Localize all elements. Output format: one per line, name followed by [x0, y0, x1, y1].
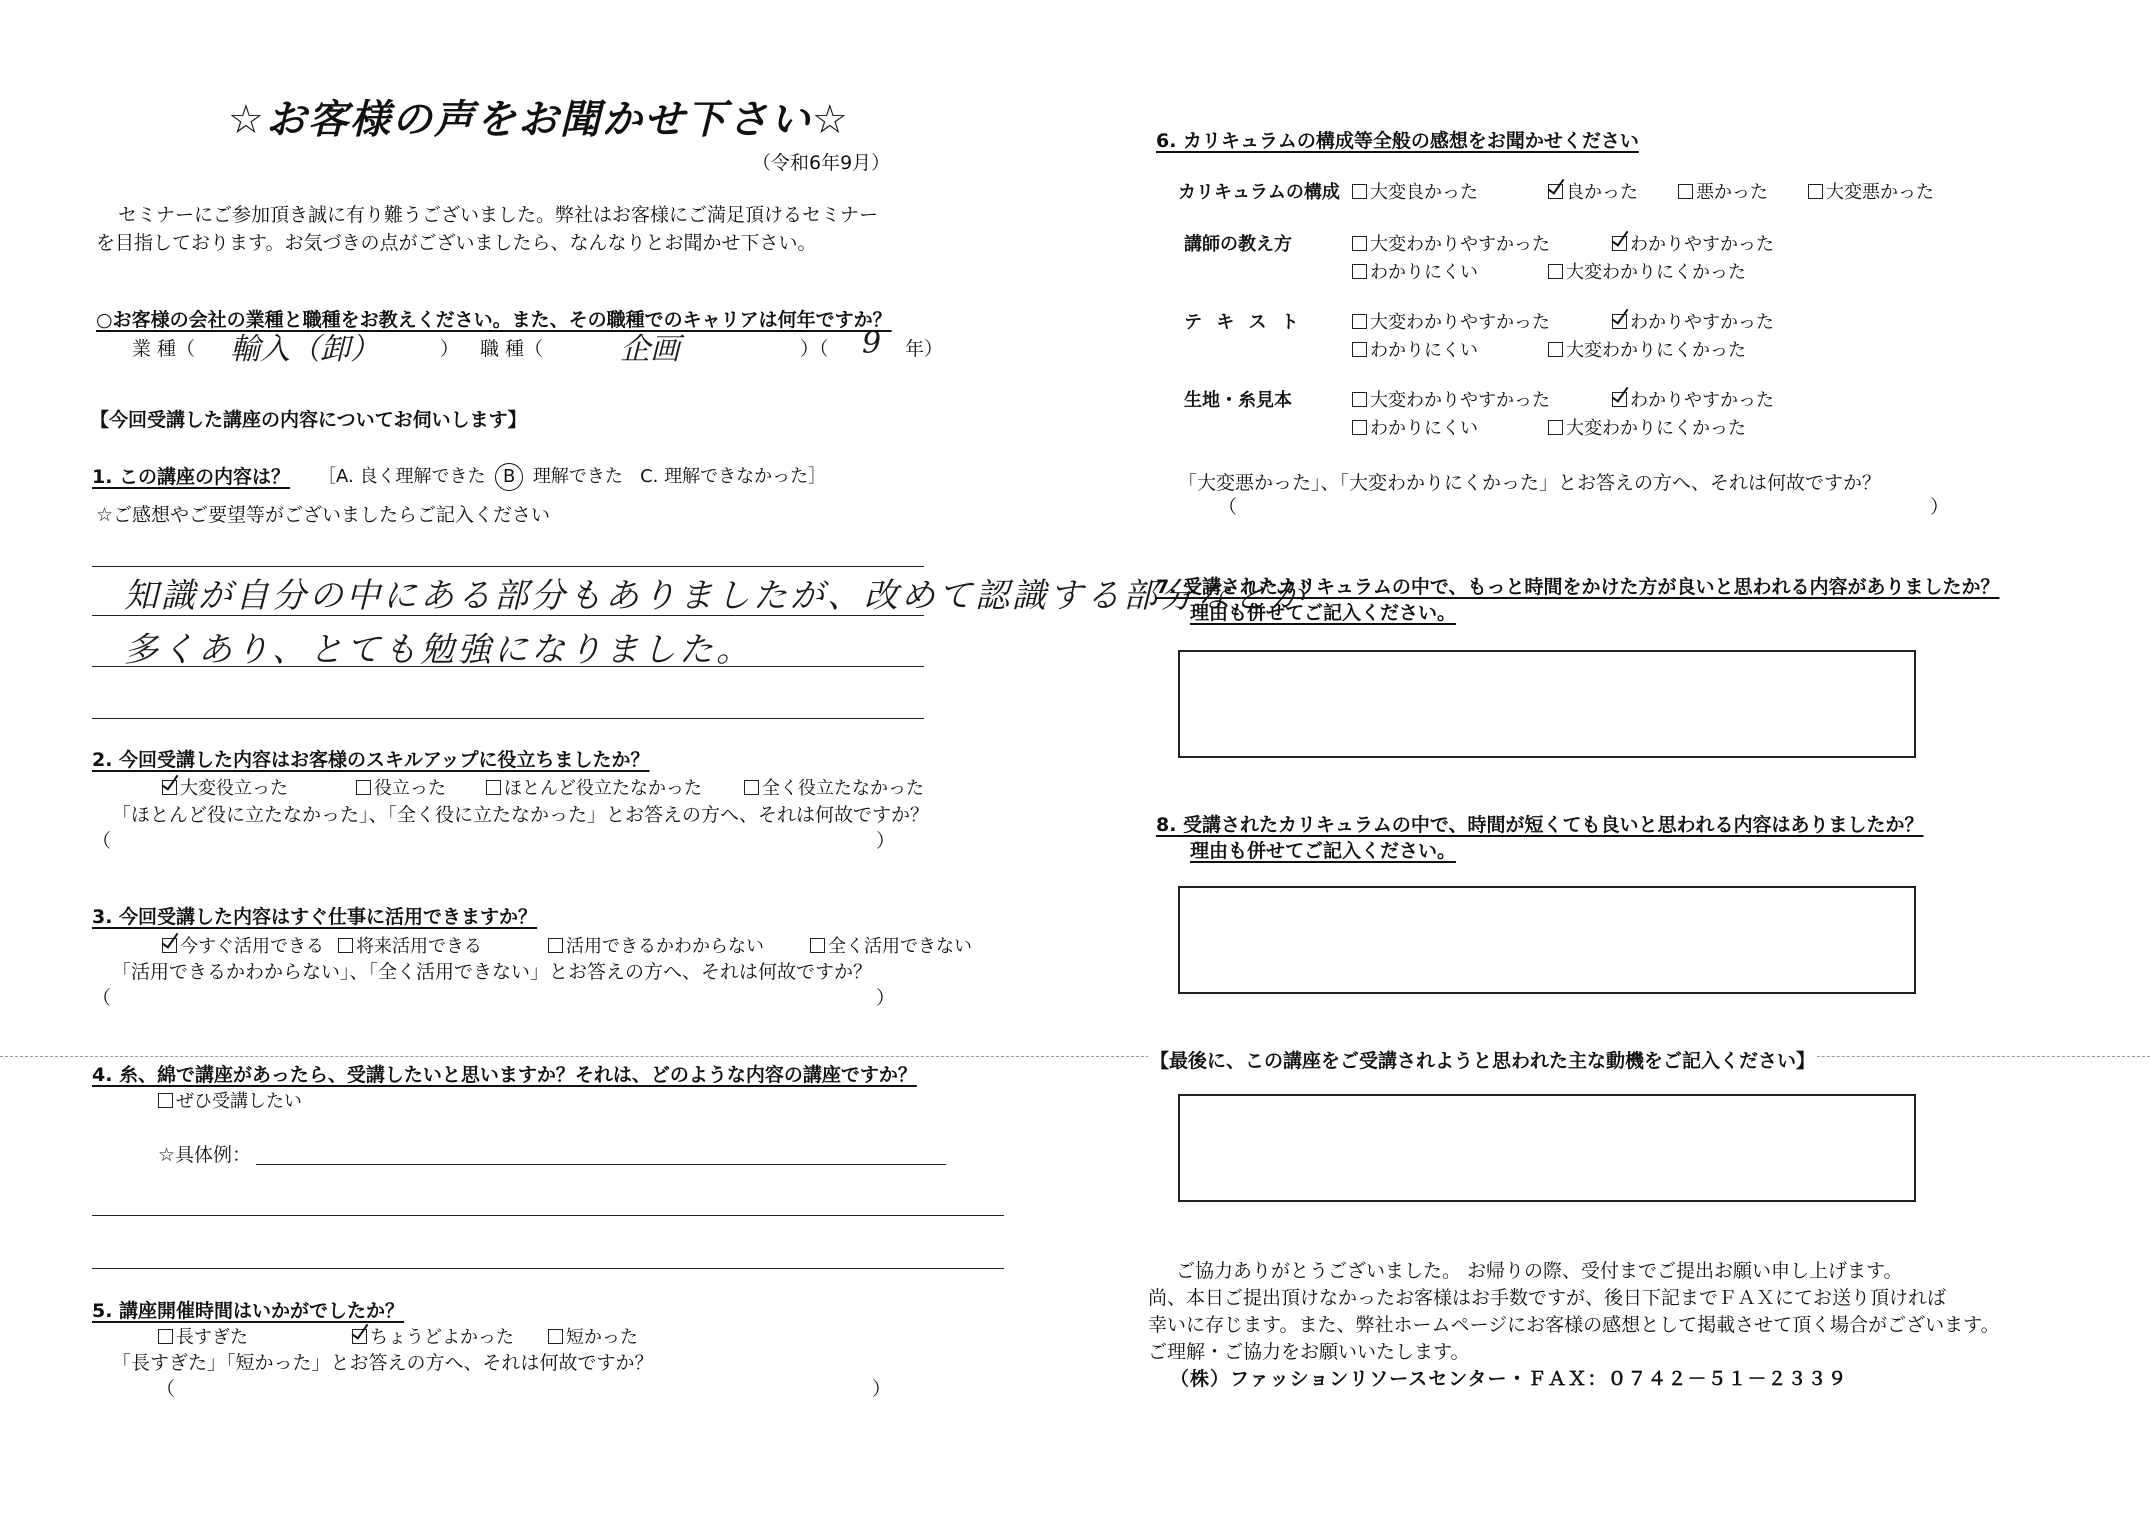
- q6-row4-option-1[interactable]: 大変わかりやすかった: [1352, 386, 1550, 412]
- final-question: 【最後に、この講座をご受講されようと思われた主な動機をご記入ください】: [1148, 1046, 1817, 1073]
- q7-question: 7. 受講されたカリキュラムの中で、もっと時間をかけた方が良いと思われる内容がありましたか？: [1156, 576, 2000, 598]
- q6-followup: 「大変悪かった」、「大変わかりにくかった」とお答えの方へ、それは何故ですか？: [1178, 472, 1882, 494]
- q4-option[interactable]: ぜひ受講したい: [158, 1087, 302, 1113]
- q4-example-line: [256, 1164, 946, 1165]
- checkbox-icon[interactable]: [744, 780, 759, 795]
- checkbox-icon[interactable]: [1548, 420, 1563, 435]
- q5-option-3[interactable]: 短かった: [548, 1323, 638, 1349]
- q1-answer-line-3: [92, 666, 924, 667]
- q1-answer-line-2: [92, 615, 924, 616]
- q2-followup: 「ほとんど役に立たなかった」、「全く役に立たなかった」とお答えの方へ、それは何故ですか？: [112, 804, 930, 826]
- q6-row-label: 講師の教え方: [1184, 234, 1292, 255]
- career-question: ○お客様の会社の業種と職種をお教えください。また、その職種でのキャリアは何年ですか？: [96, 309, 892, 331]
- checkbox-icon[interactable]: [158, 1093, 173, 1108]
- checkbox-icon[interactable]: [1548, 264, 1563, 279]
- q5-paren-close: ）: [872, 1378, 892, 1400]
- checkbox-icon[interactable]: [1808, 184, 1823, 199]
- checkbox-checked-icon[interactable]: [352, 1329, 367, 1344]
- q1-answer-line-1: [92, 566, 924, 567]
- q6-row1-option-3[interactable]: 悪かった: [1678, 178, 1768, 204]
- job-close: ）（: [800, 338, 829, 360]
- closing-line-2: 尚、本日ご提出頂けなかったお客様はお手数ですが、後日下記までＦＡＸにてお送り頂ければ: [1148, 1287, 1947, 1309]
- q1-answer-line-4: [92, 718, 924, 719]
- q3-option-2[interactable]: 将来活用できる: [338, 932, 482, 958]
- issue-date: （令和6年9月）: [752, 152, 891, 174]
- checkbox-checked-icon[interactable]: [1612, 392, 1627, 407]
- q2-option-1[interactable]: 大変役立った: [162, 774, 288, 800]
- q7-subtext: 理由も併せてご記入ください。: [1190, 602, 1457, 624]
- intro-line-2: を目指しております。お気づきの点がございましたら、なんなりとお聞かせ下さい。: [96, 232, 817, 254]
- q5-paren-open: （: [156, 1378, 176, 1400]
- checkbox-icon[interactable]: [1678, 184, 1693, 199]
- q6-row-label: テ キ ス ト: [1184, 312, 1303, 333]
- q6-row3-option-1[interactable]: 大変わかりやすかった: [1352, 308, 1550, 334]
- q5-followup: 「長すぎた」「短かった」とお答えの方へ、それは何故ですか？: [112, 1352, 654, 1374]
- q8-subtext: 理由も併せてご記入ください。: [1190, 840, 1457, 862]
- checkbox-icon[interactable]: [1352, 314, 1367, 329]
- q2-option-4[interactable]: 全く役立たなかった: [744, 774, 924, 800]
- checkbox-checked-icon[interactable]: [1612, 314, 1627, 329]
- q6-paren-close: ）: [1930, 496, 1950, 518]
- q2-question: 2. 今回受講した内容はお客様のスキルアップに役立ちましたか？: [92, 749, 650, 771]
- section-heading: 【今回受講した講座の内容についてお伺いします】: [90, 409, 527, 431]
- q3-paren-open: （: [92, 987, 112, 1009]
- checkbox-icon[interactable]: [158, 1329, 173, 1344]
- checkbox-checked-icon[interactable]: [1548, 184, 1563, 199]
- checkbox-icon[interactable]: [1352, 264, 1367, 279]
- q6-row-label: 生地・糸見本: [1184, 390, 1292, 411]
- checkbox-icon[interactable]: [548, 938, 563, 953]
- q1-options: [318, 462, 826, 491]
- q3-question: 3. 今回受講した内容はすぐ仕事に活用できますか？: [92, 906, 538, 928]
- q4-line-2: [92, 1215, 1004, 1216]
- q6-row2-option-1[interactable]: 大変わかりやすかった: [1352, 230, 1550, 256]
- closing-line-1: ご協力ありがとうございました。 お帰りの際、受付までご提出お願い申し上げます。: [1176, 1260, 1903, 1282]
- fold-divider: [0, 1056, 2150, 1057]
- q2-paren-close: ）: [876, 830, 896, 852]
- q1-answer-text-2[interactable]: 多くあり、とても勉強になりました。: [124, 630, 753, 670]
- years-label: 年）: [905, 338, 944, 360]
- q3-option-1[interactable]: 今すぐ活用できる: [162, 932, 324, 958]
- q6-row3-option-3[interactable]: わかりにくい: [1352, 336, 1478, 362]
- final-answer-box[interactable]: [1178, 1094, 1916, 1202]
- q4-example-label: ☆具体例：: [158, 1144, 252, 1166]
- q6-row3-option-4[interactable]: 大変わかりにくかった: [1548, 336, 1746, 362]
- q5-question: 5. 講座開催時間はいかがでしたか？: [92, 1300, 405, 1322]
- q6-row2-option-4[interactable]: 大変わかりにくかった: [1548, 258, 1746, 284]
- page-title: ☆お客様の声をお聞かせ下さい☆: [228, 97, 850, 143]
- q6-row4-option-3[interactable]: わかりにくい: [1352, 414, 1478, 440]
- checkbox-checked-icon[interactable]: [162, 780, 177, 795]
- checkbox-icon[interactable]: [356, 780, 371, 795]
- q6-row4-option-2[interactable]: わかりやすかった: [1612, 386, 1774, 412]
- q1-answer-text-1[interactable]: 知識が自分の中にある部分もありましたが、改めて認識する部分などが: [124, 576, 1308, 616]
- q2-option-2[interactable]: 役立った: [356, 774, 446, 800]
- q5-option-1[interactable]: 長すぎた: [158, 1323, 248, 1349]
- q1-question: 1. この講座の内容は？: [92, 466, 291, 488]
- checkbox-icon[interactable]: [810, 938, 825, 953]
- closing-line-4: ご理解・ご協力をお願いいたします。: [1148, 1341, 1470, 1363]
- q1-option-c[interactable]: C. 理解できなかった］: [640, 466, 827, 487]
- q5-option-2[interactable]: ちょうどよかった: [352, 1323, 514, 1349]
- q1-comment-prompt: ☆ご感想やご要望等がございましたらご記入ください: [96, 504, 551, 526]
- checkbox-checked-icon[interactable]: [162, 938, 177, 953]
- q1-option-a[interactable]: ［A. 良く理解できた: [318, 466, 486, 487]
- q8-question: 8. 受講されたカリキュラムの中で、時間が短くても良いと思われる内容はありましたか？: [1156, 814, 1924, 836]
- checkbox-icon[interactable]: [1352, 392, 1367, 407]
- q3-option-4[interactable]: 全く活用できない: [810, 932, 972, 958]
- q6-row2-option-3[interactable]: わかりにくい: [1352, 258, 1478, 284]
- q4-question: 4. 糸、綿で講座があったら、受講したいと思いますか？それは、どのような内容の講座ですか？: [92, 1064, 917, 1086]
- q6-row1-option-1[interactable]: 大変良かった: [1352, 178, 1478, 204]
- checkbox-checked-icon[interactable]: [1612, 236, 1627, 251]
- company-fax: （株）ファッションリソースセンター・ＦＡＸ：０７４２－５１－２３３９: [1170, 1368, 1848, 1390]
- q6-row4-option-4[interactable]: 大変わかりにくかった: [1548, 414, 1746, 440]
- q6-row1-option-4[interactable]: 大変悪かった: [1808, 178, 1934, 204]
- checkbox-icon[interactable]: [338, 938, 353, 953]
- q6-row1-option-2[interactable]: 良かった: [1548, 178, 1638, 204]
- q6-row2-option-2[interactable]: わかりやすかった: [1612, 230, 1774, 256]
- checkbox-icon[interactable]: [1352, 342, 1367, 357]
- q3-followup: 「活用できるかわからない」、「全く活用できない」とお答えの方へ、それは何故ですか？: [112, 961, 873, 983]
- industry-close: ）: [440, 338, 460, 360]
- job-answer[interactable]: 企画: [620, 332, 680, 367]
- industry-answer[interactable]: 輸入（卸）: [230, 332, 380, 367]
- q3-option-3[interactable]: 活用できるかわからない: [548, 932, 764, 958]
- intro-line-1: セミナーにご参加頂き誠に有り難うございました。弊社はお客様にご満足頂けるセミナー: [118, 204, 879, 226]
- years-answer[interactable]: 9: [862, 326, 882, 361]
- checkbox-icon[interactable]: [486, 780, 501, 795]
- q6-row-label: カリキュラムの構成: [1178, 182, 1340, 203]
- checkbox-icon[interactable]: [548, 1329, 563, 1344]
- q6-paren-open: （: [1218, 496, 1238, 518]
- closing-line-3: 幸いに存じます。また、弊社ホームページにお客様の感想として掲載させて頂く場合がございます。: [1148, 1314, 2000, 1336]
- q1-option-b-label: 理解できた: [532, 466, 623, 487]
- checkbox-icon[interactable]: [1352, 236, 1367, 251]
- q6-row3-option-2[interactable]: わかりやすかった: [1612, 308, 1774, 334]
- checkbox-icon[interactable]: [1352, 184, 1367, 199]
- q2-paren-open: （: [92, 830, 112, 852]
- q1-option-b-selected[interactable]: B: [495, 463, 523, 491]
- q6-question: 6. カリキュラムの構成等全般の感想をお聞かせください: [1156, 130, 1639, 152]
- q4-line-3: [92, 1268, 1004, 1269]
- q7-answer-box[interactable]: [1178, 650, 1916, 758]
- job-label: 職 種（: [480, 338, 544, 360]
- checkbox-icon[interactable]: [1352, 420, 1367, 435]
- q8-answer-box[interactable]: [1178, 886, 1916, 994]
- q3-paren-close: ）: [876, 987, 896, 1009]
- checkbox-icon[interactable]: [1548, 342, 1563, 357]
- industry-label: 業 種（: [132, 338, 196, 360]
- q2-option-3[interactable]: ほとんど役立たなかった: [486, 774, 702, 800]
